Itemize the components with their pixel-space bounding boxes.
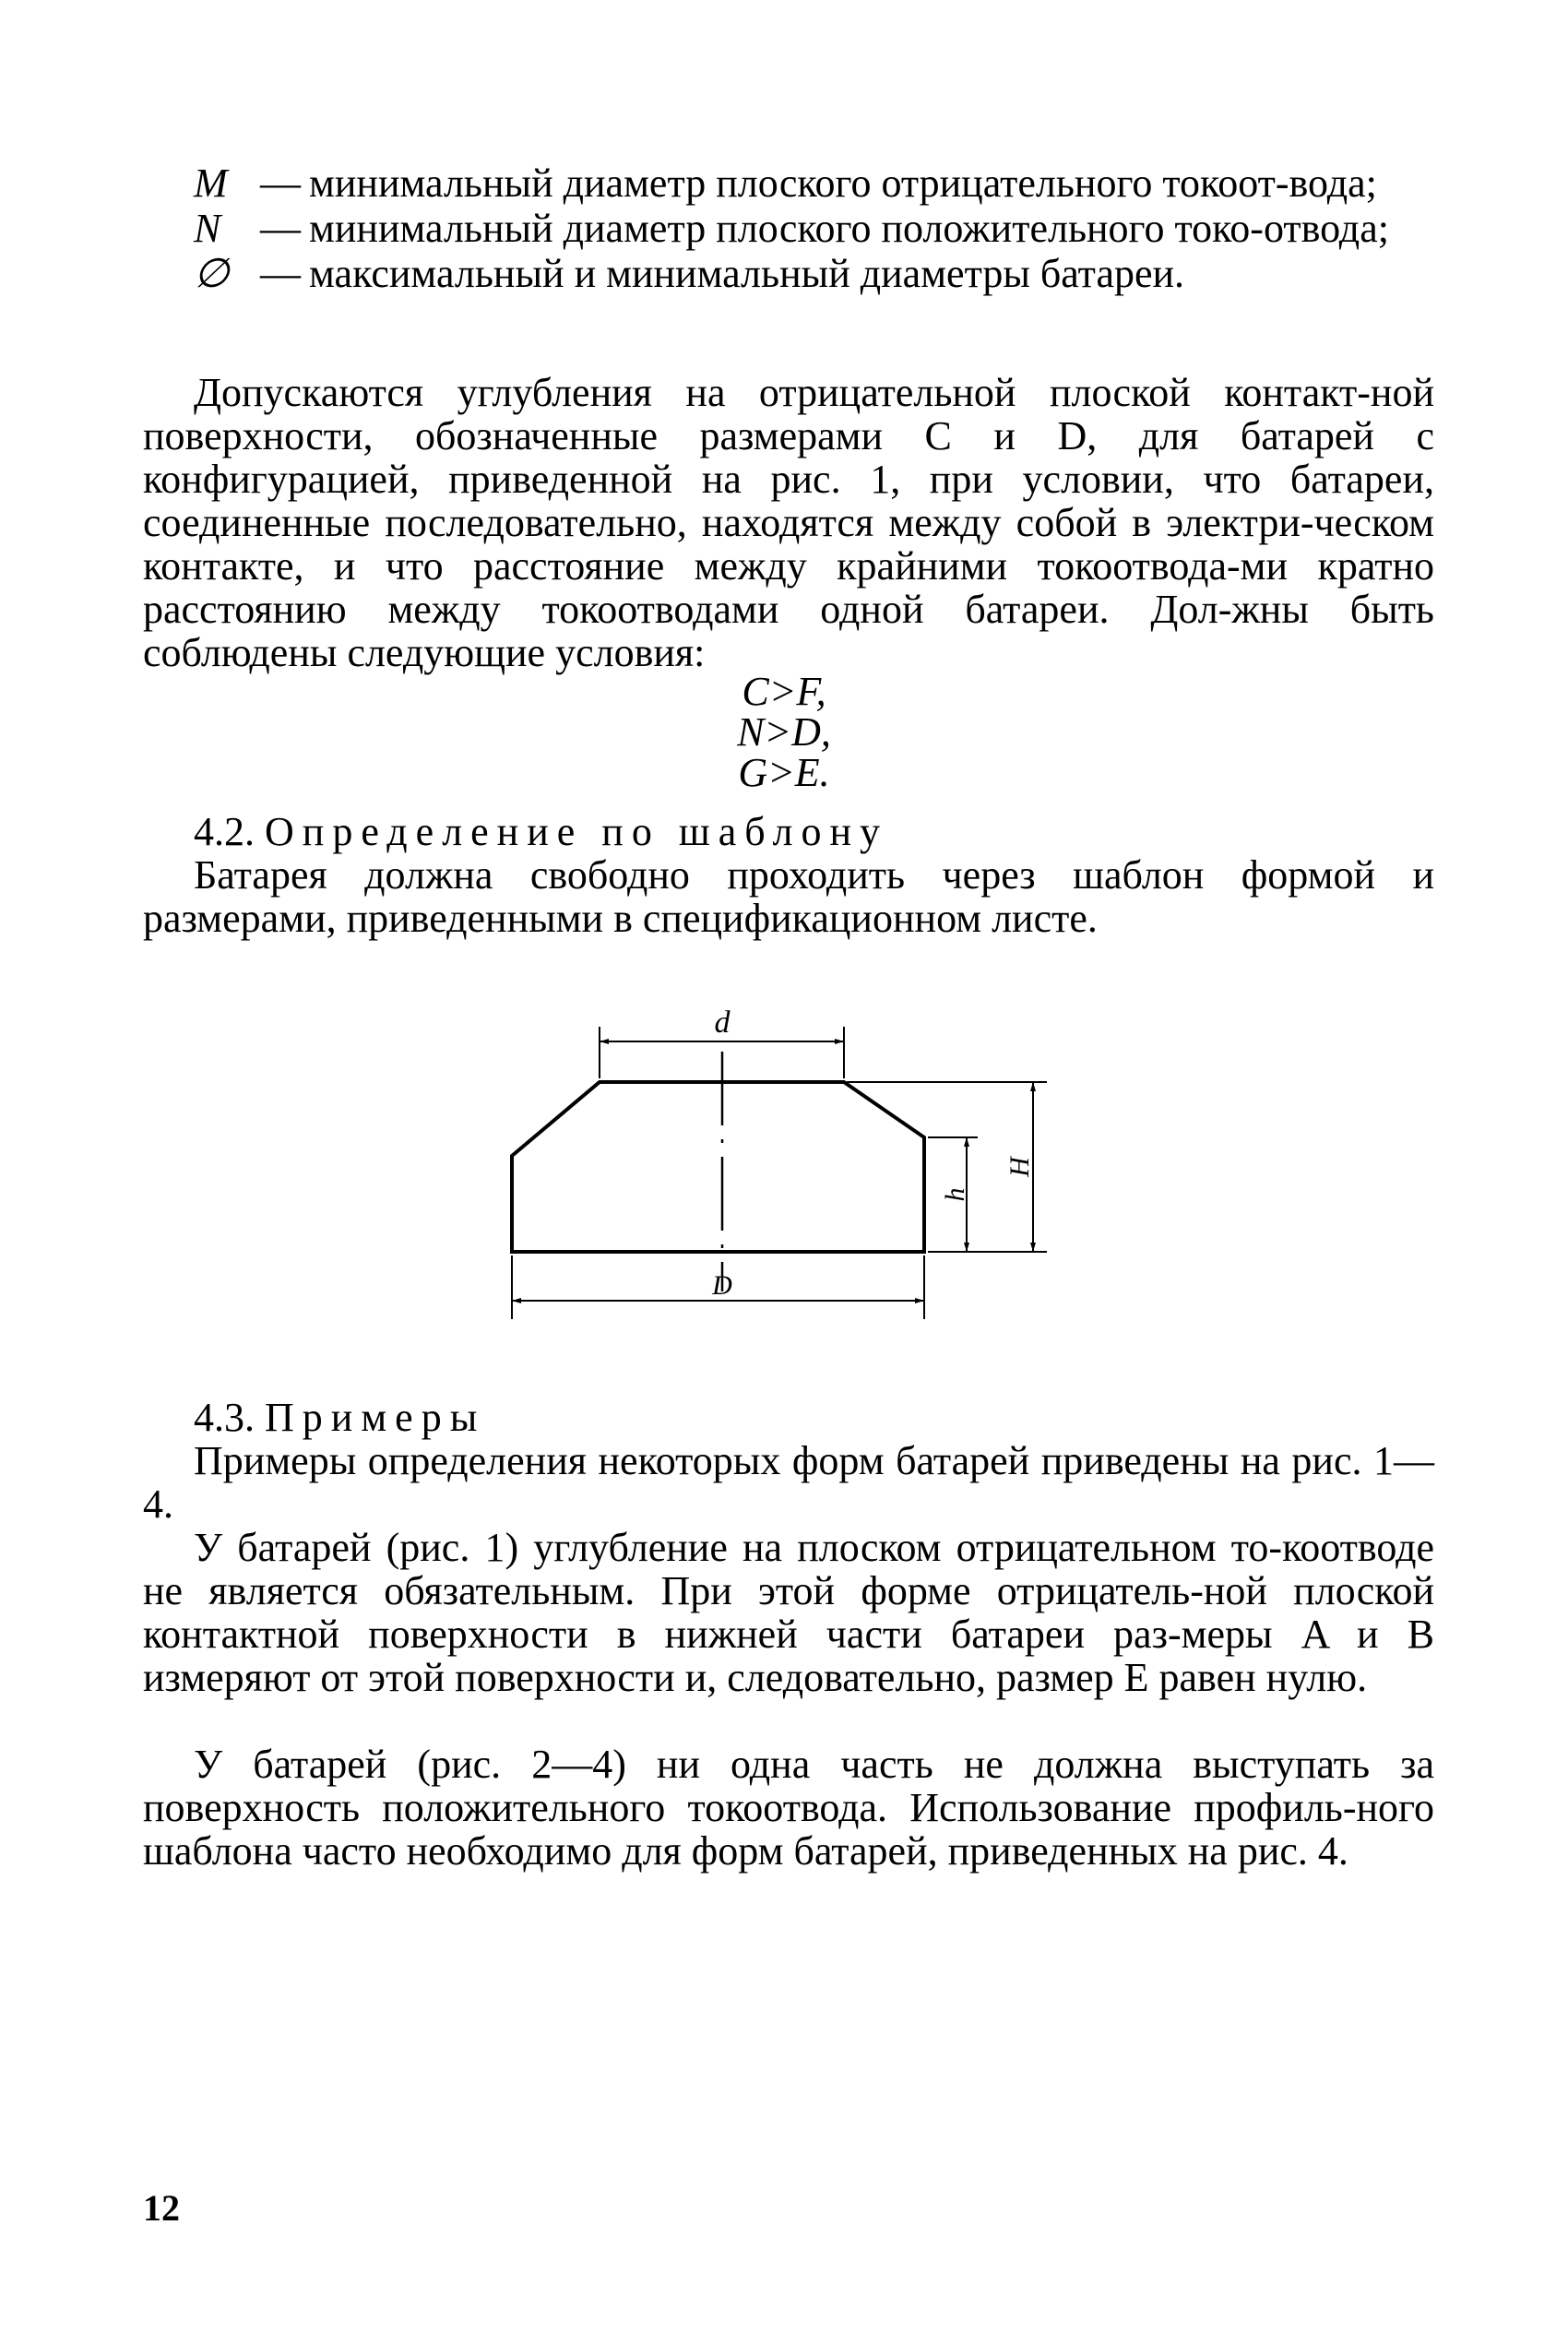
definition-dash: — [260,206,301,251]
section-heading-4-2 [194,810,888,853]
paragraph-fig2-4: У батарей (рис. 2—4) ни одна часть не должна выступать за поверхность положительного токоотвода. Использование профиль-ного шаблона часто необходимо для форм батарей, приведенных на рис. 4. [143,1742,1434,1874]
definition-text: минимальный диаметр плоского отрицательного токоот-вода; [309,161,1377,206]
section-heading-4-3 [194,1396,485,1439]
section-title: Примеры [265,1395,486,1440]
definition-text: минимальный диаметр плоского положительного токо-отвода; [309,206,1389,251]
label-h: h [940,1187,970,1202]
definition-symbol: ∅ [194,251,230,296]
definition-diameter [194,252,1434,295]
symbol-definitions [194,161,1434,295]
definition-dash: — [260,251,301,296]
definition-m [194,161,1434,205]
definition-symbol: N [194,206,221,251]
template-diagram [498,1001,1107,1351]
paragraph-template: Батарея должна свободно проходить через шаблон формой и размерами, приведенными в спецификационном листе. [143,852,1434,941]
section-title: Определение по шаблону [265,809,889,854]
formula-line: C>F, [742,669,826,714]
page-number: 12 [143,2187,180,2229]
paragraph-recesses: Допускаются углубления на отрицательной плоской контакт-ной поверхности, обозначенные размерами C и D, для батарей с конфигурацией, приведенной на рис. 1, при условии, что батареи, соединенные последовательно, находятся между собой в электри-ческом контакте, и что расстояние между крайними токоотвода-ми кратно расстоянию между токоотводами одной батареи. Дол-жны быть соблюдены следующие условия: [143,370,1434,675]
paragraph-fig1: У батарей (рис. 1) углубление на плоском отрицательном то-коотводе не является обязательным. При этой форме отрицатель-ной плоской контактной поверхности в нижней части батареи раз-меры A и B измеряют от этой поверхности и, следовательно, размер E равен нулю. [143,1525,1434,1700]
label-H: H [1004,1157,1035,1177]
formula-line: G>E. [738,750,830,795]
section-number: 4.2. [194,809,255,854]
battery-outline [512,1082,924,1252]
paragraph-examples: Примеры определения некоторых форм батарей приведены на рис. 1—4. [143,1438,1434,1527]
definition-n [194,207,1434,250]
definition-symbol: M [194,161,228,206]
section-number: 4.3. [194,1395,255,1440]
conditions-formulas [646,669,922,795]
formula-line: N>D, [737,709,831,755]
label-D: D [712,1270,732,1301]
definition-dash: — [260,161,301,206]
label-d: d [714,1005,731,1040]
definition-text: максимальный и минимальный диаметры батареи. [309,251,1185,296]
